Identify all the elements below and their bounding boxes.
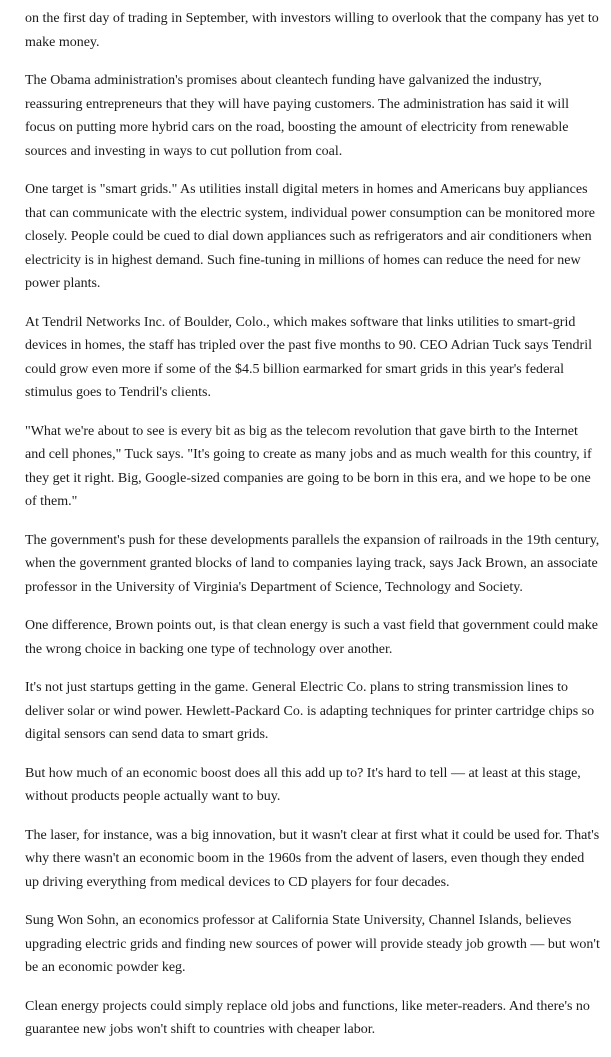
paragraph-12: Clean energy projects could simply replace old jobs and functions, like meter-readers. And there's no guarantee new jobs won't shift to countries with cheaper labor. — [25, 998, 590, 1037]
article-body — [25, 7, 600, 1057]
paragraph-6: The government's push for these developments parallels the expansion of railroads in the 19th century, when the government granted blocks of land to companies laying track, says Jack Brown, an associate professor in the University of Virginia's Department of Science, Technology and Society. — [25, 532, 600, 595]
paragraph-1: on the first day of trading in September, with investors willing to overlook that the company has yet to make money. — [25, 11, 599, 50]
paragraph-4: At Tendril Networks Inc. of Boulder, Colo., which makes software that links utilities to smart-grid devices in homes, the staff has tripled over the past five months to 90. CEO Adrian Tuck says Tendril could grow even more if some of the $4.5 billion earmarked for smart grids in this year's federal stimulus goes to Tendril's clients. — [25, 314, 592, 400]
paragraph-10: The laser, for instance, was a big innovation, but it wasn't clear at first what it could be used for. That's why there wasn't an economic boom in the 1960s from the advent of lasers, even though they ended up driving everything from medical devices to CD players for four decades. — [25, 827, 600, 890]
paragraph-7: One difference, Brown points out, is that clean energy is such a vast field that government could make the wrong choice in backing one type of technology over another. — [25, 618, 598, 657]
paragraph-11: Sung Won Sohn, an economics professor at California State University, Channel Islands, believes upgrading electric grids and finding new sources of power will provide steady job growth — but won't be an economic powder keg. — [25, 913, 600, 975]
paragraph-3: One target is "smart grids." As utilities install digital meters in homes and Americans buy appliances that can communicate with the electric system, individual power consumption can be monitored more closely. People could be cued to dial down appliances such as refrigerators and air conditioners when electricity is in highest demand. Such fine-tuning in millions of homes can reduce the need for new power plants. — [25, 182, 595, 291]
paragraph-2: The Obama administration's promises about cleantech funding have galvanized the industry, reassuring entrepreneurs that they will have paying customers. The administration has said it will focus on putting more hybrid cars on the road, boosting the amount of electricity from renewable sources and investing in ways to cut pollution from coal. — [25, 73, 570, 159]
paragraph-9: But how much of an economic boost does all this add up to? It's hard to tell — at least at this stage, without products people actually want to buy. — [25, 765, 581, 804]
paragraph-8: It's not just startups getting in the game. General Electric Co. plans to string transmission lines to deliver solar or wind power. Hewlett-Packard Co. is adapting techniques for printer cartridge chips so digital sensors can send data to smart grids. — [25, 680, 595, 742]
paragraph-5: "What we're about to see is every bit as big as the telecom revolution that gave birth to the Internet and cell phones," Tuck says. "It's going to create as many jobs and as much wealth for this country, if they get it right. Big, Google-sized companies are going to be born in this era, and we hope to be one of them." — [25, 423, 592, 509]
